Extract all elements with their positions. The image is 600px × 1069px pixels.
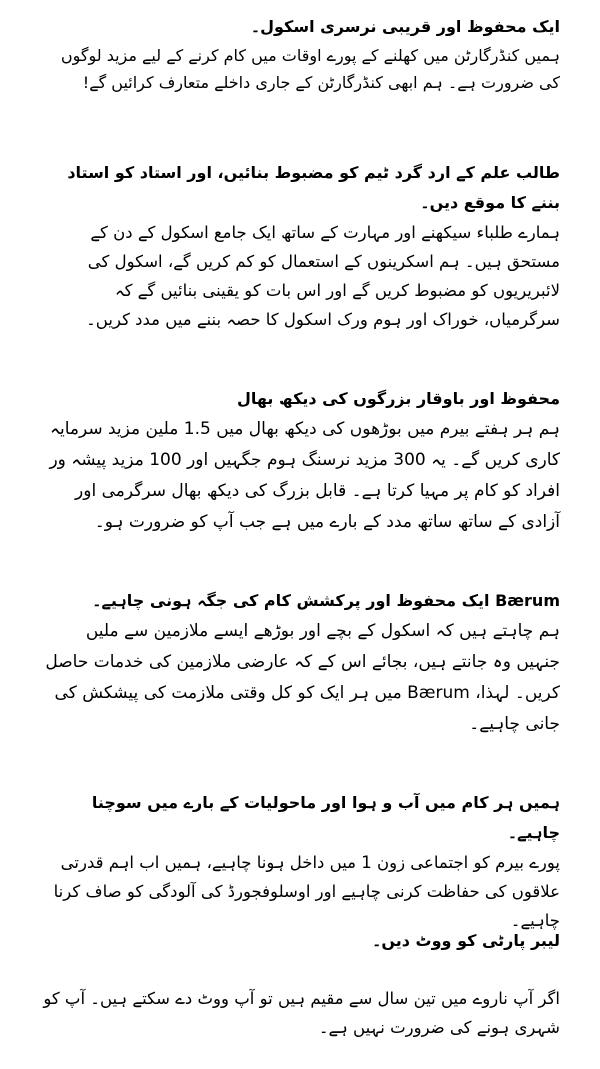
section-workplace xyxy=(38,586,560,740)
section-body: ہمارے طلباء سیکھنے اور مہارت کے ساتھ ایک جامع اسکول کے دن کے مستحق ہیں۔ ہم اسکرینوں کے استعمال کو کم کریں گے، اسکول کی لائبریریوں کو مضبوط کریں گے اور اس بات کو یقینی بنائیں گے کہ سرگرمیاں، خوراک اور ہوم ورک اسکول کا حصہ بننے میں مدد کریں۔ xyxy=(86,223,560,329)
section-heading: ہمیں ہر کام میں آب و ہوا اور ماحولیات کے بارے میں سوچنا چاہیے۔ xyxy=(91,793,560,842)
section-climate xyxy=(38,788,560,935)
section-body: ہم ہر ہفتے بیرم میں بوڑھوں کی دیکھ بھال میں 1.5 ملین مزید سرمایہ کاری کریں گے۔ یہ 300 مزید نرسنگ ہوم جگہیں اور 100 مزید پیشہ ور افراد کو کام پر مہیا کرتا ہے۔ قابل بزرگ کی دیکھ بھال سرگرمی اور آزادی کے ساتھ ساتھ مدد کے بارے میں ہے جب آپ کو ضرورت ہو۔ xyxy=(49,419,560,532)
section-elderly-care xyxy=(38,384,560,538)
section-heading: ایک محفوظ اور قریبی نرسری اسکول۔ xyxy=(250,17,560,36)
section-voting-eligibility xyxy=(38,984,560,1042)
section-body: پورے بیرم کو اجتماعی زون 1 میں داخل ہونا چاہیے، ہمیں اب اہم قدرتی علاقوں کی حفاظت کرنی چاہیے اور اوسلوفجورڈ کی آلودگی کو صاف کرنا چاہیے۔ xyxy=(53,853,560,930)
section-student-team xyxy=(38,158,560,334)
section-nursery-school xyxy=(38,12,560,96)
section-heading: Bærum ایک محفوظ اور پرکشش کام کی جگہ ہونی چاہیے۔ xyxy=(92,591,560,610)
section-body: ہم چاہتے ہیں کہ اسکول کے بچے اور بوڑھے ایسے ملازمین سے ملیں جنہیں وہ جانتے ہیں، بجائے اس کے کہ عارضی ملازمین کی خدمات حاصل کریں۔ لہذا، Bærum میں ہر ایک کو کل وقتی ملازمت کی پیشکش کی جانی چاہیے۔ xyxy=(45,621,560,734)
section-body: ہمیں کنڈرگارٹن میں کھلنے کے پورے اوقات میں کام کرنے کے لیے مزید لوگوں کی ضرورت ہے۔ ہم ابھی کنڈرگارٹن کے جاری داخلے متعارف کرائیں گے! xyxy=(60,46,560,92)
section-vote-heading xyxy=(38,926,560,956)
section-heading: محفوظ اور باوقار بزرگوں کی دیکھ بھال xyxy=(236,389,560,408)
section-heading: لیبر پارٹی کو ووٹ دیں۔ xyxy=(371,931,560,950)
section-body: اگر آپ ناروے میں تین سال سے مقیم ہیں تو آپ ووٹ دے سکتے ہیں۔ آپ کو شہری ہونے کی ضرورت نہیں ہے۔ xyxy=(43,989,560,1037)
section-heading: طالب علم کے ارد گرد ٹیم کو مضبوط بنائیں، اور استاد کو استاد بننے کا موقع دیں۔ xyxy=(67,163,560,212)
